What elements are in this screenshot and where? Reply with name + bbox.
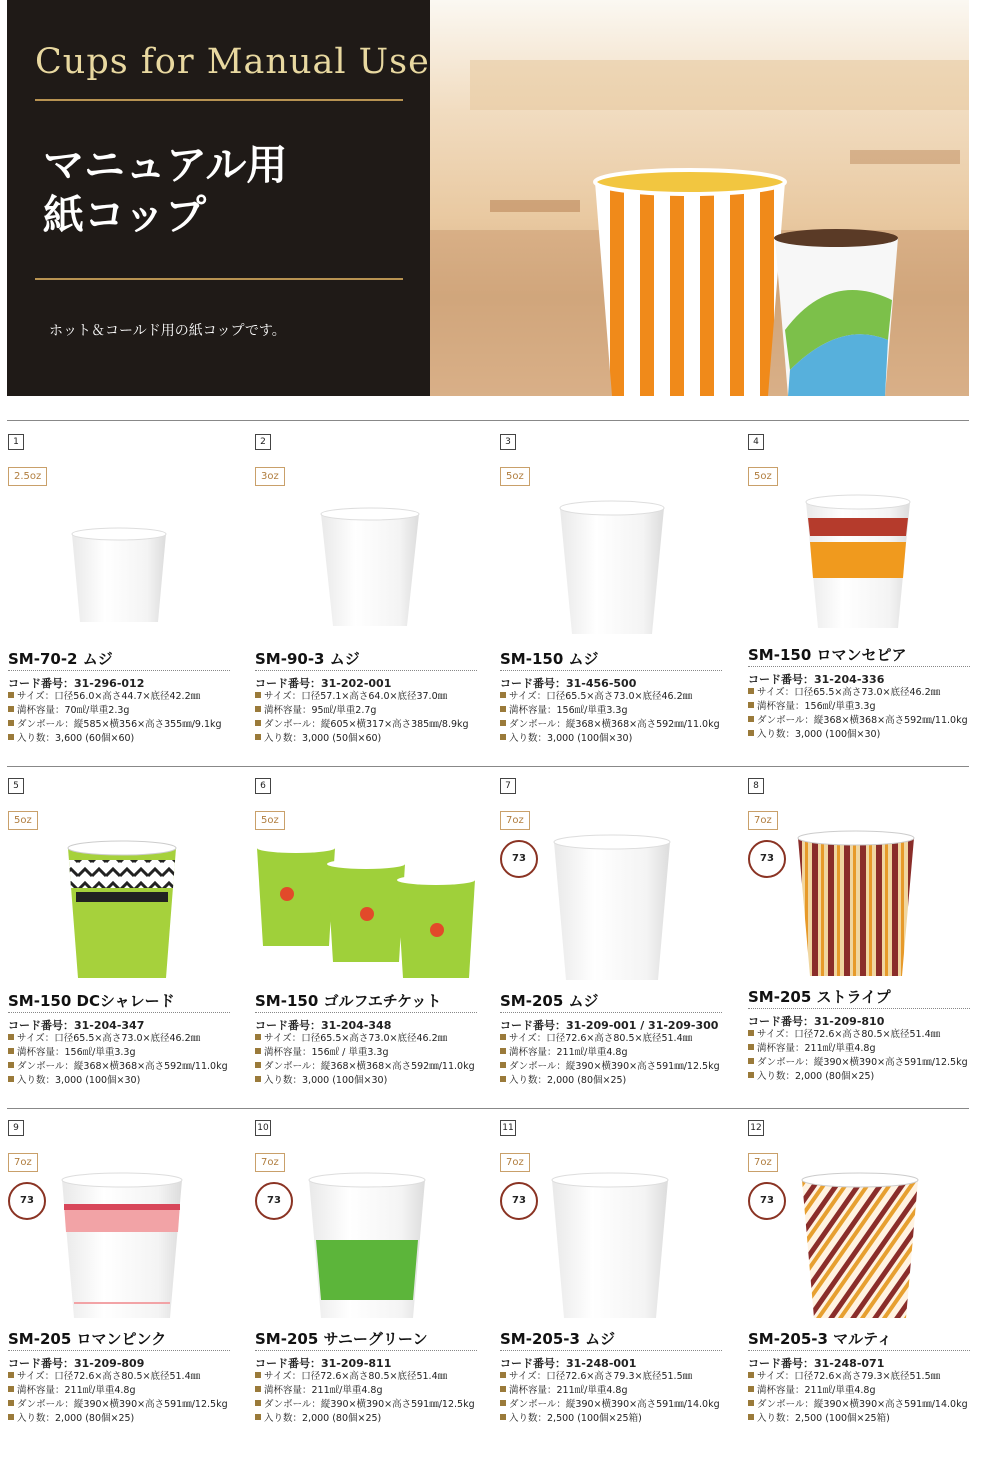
bullet-icon (255, 734, 261, 740)
bullet-icon (8, 1414, 14, 1420)
dotted-divider (8, 1012, 230, 1013)
section-rule (7, 1108, 969, 1109)
product-code: コード番号：31-248-071 (748, 1357, 885, 1370)
bullet-icon (748, 1044, 754, 1050)
product-code: コード番号：31-204-347 (8, 1019, 145, 1032)
product-code: コード番号：31-209-810 (748, 1015, 885, 1028)
spec-size-text: サイズ：口径72.6×高さ79.3×底径51.5㎜ (757, 1371, 941, 1382)
product-code: コード番号：31-204-348 (255, 1019, 392, 1032)
spec-qty-text: 入り数：2,000 (80個×25) (17, 1413, 135, 1424)
spec-box-text: ダンボール：縦368×横368×高さ592㎜/11.0kg (509, 719, 720, 730)
capacity-badge: 7oz (748, 811, 778, 830)
bullet-icon (8, 734, 14, 740)
item-number: 6 (255, 778, 271, 794)
spec-size-text: サイズ：口径72.6×高さ79.3×底径51.5㎜ (509, 1371, 693, 1382)
spec-box (255, 1398, 475, 1412)
item-number: 8 (748, 778, 764, 794)
divider (35, 99, 403, 101)
spec-capacity (748, 1042, 968, 1056)
bullet-icon (8, 1372, 14, 1378)
cup-image (796, 828, 916, 980)
spec-box-text: ダンボール：縦390×横390×高さ591㎜/12.5kg (17, 1399, 228, 1410)
spec-capacity-text: 満杯容量：211㎖/単重4.8g (757, 1385, 876, 1396)
bullet-icon (500, 1062, 506, 1068)
bullet-icon (255, 692, 261, 698)
product-card (255, 1120, 495, 1450)
spec-capacity (8, 1046, 228, 1060)
spec-size-text: サイズ：口径65.5×高さ73.0×底径46.2㎜ (509, 691, 693, 702)
spec-size (8, 1370, 228, 1384)
spec-qty (255, 1412, 475, 1426)
product-card (8, 778, 248, 1108)
bullet-icon (500, 1372, 506, 1378)
item-number: 2 (255, 434, 271, 450)
spec-size (8, 690, 222, 704)
divider (35, 278, 403, 280)
size-73-badge: 73 (748, 840, 786, 878)
cafe-cups-illustration (430, 0, 969, 396)
spec-qty (8, 1412, 228, 1426)
item-number: 4 (748, 434, 764, 450)
bullet-icon (500, 1034, 506, 1040)
spec-box (255, 1060, 475, 1074)
dotted-divider (255, 1350, 477, 1351)
bullet-icon (748, 702, 754, 708)
cup-image (64, 522, 174, 628)
spec-box-text: ダンボール：縦390×横390×高さ591㎜/14.0kg (509, 1399, 720, 1410)
spec-size (8, 1032, 228, 1046)
spec-box (500, 1060, 720, 1074)
bullet-icon (255, 1414, 261, 1420)
spec-capacity (8, 1384, 228, 1398)
cup-image (307, 1170, 427, 1322)
title-jp-line2: 紙コップ (43, 191, 207, 239)
product-name: SM-205-3 ムジ (500, 1330, 616, 1348)
spec-qty (748, 1070, 968, 1084)
bullet-icon (748, 1400, 754, 1406)
spec-capacity (748, 700, 968, 714)
bullet-icon (8, 1076, 14, 1082)
spec-capacity-text: 満杯容量：211㎖/単重4.8g (17, 1385, 136, 1396)
spec-box-text: ダンボール：縦390×横390×高さ591㎜/12.5kg (757, 1057, 968, 1068)
bullet-icon (748, 730, 754, 736)
product-card (8, 434, 248, 764)
spec-capacity-text: 満杯容量：211㎖/単重4.8g (264, 1385, 383, 1396)
subtitle: ホット＆コールド用の紙コップです。 (49, 323, 286, 339)
spec-size-text: サイズ：口径57.1×高さ64.0×底径37.0㎜ (264, 691, 448, 702)
cup-image (550, 1170, 670, 1322)
item-number: 7 (500, 778, 516, 794)
item-number: 10 (255, 1120, 271, 1136)
spec-qty-text: 入り数：3,600 (60個×60) (17, 733, 135, 744)
bullet-icon (500, 706, 506, 712)
spec-capacity (255, 1384, 475, 1398)
spec-size (255, 690, 469, 704)
spec-capacity-text: 満杯容量：211㎖/単重4.8g (509, 1385, 628, 1396)
spec-box (500, 718, 720, 732)
capacity-badge: 7oz (500, 811, 530, 830)
spec-capacity-text: 満杯容量：211㎖/単重4.8g (757, 1043, 876, 1054)
spec-list (748, 1028, 968, 1084)
spec-qty-text: 入り数：2,000 (80個×25) (757, 1071, 875, 1082)
bullet-icon (255, 720, 261, 726)
capacity-badge: 5oz (8, 811, 38, 830)
capacity-badge: 5oz (255, 811, 285, 830)
spec-qty-text: 入り数：2,000 (80個×25) (509, 1075, 627, 1086)
spec-list (8, 1370, 228, 1426)
spec-list (8, 1032, 228, 1088)
product-name: SM-150 ムジ (500, 650, 599, 668)
spec-qty (255, 732, 469, 746)
cup-image (257, 834, 475, 984)
spec-box-text: ダンボール：縦585×横356×高さ355㎜/9.1kg (17, 719, 222, 730)
bullet-icon (255, 1386, 261, 1392)
bullet-icon (748, 1030, 754, 1036)
bullet-icon (255, 1034, 261, 1040)
bullet-icon (748, 1386, 754, 1392)
item-number: 11 (500, 1120, 516, 1136)
dotted-divider (255, 670, 477, 671)
spec-box-text: ダンボール：縦390×横390×高さ591㎜/12.5kg (264, 1399, 475, 1410)
spec-qty-text: 入り数：3,000 (100個×30) (264, 1075, 388, 1086)
product-card (500, 434, 740, 764)
product-card (500, 1120, 740, 1450)
bullet-icon (255, 1076, 261, 1082)
spec-box (748, 714, 968, 728)
item-number: 5 (8, 778, 24, 794)
bullet-icon (748, 716, 754, 722)
item-number: 12 (748, 1120, 764, 1136)
dotted-divider (8, 1350, 230, 1351)
bullet-icon (8, 1386, 14, 1392)
hero-banner (7, 0, 969, 396)
spec-size (500, 1370, 720, 1384)
spec-qty (255, 1074, 475, 1088)
section-rule (7, 420, 969, 421)
spec-capacity-text: 満杯容量：156㎖/単重3.3g (509, 705, 628, 716)
bullet-icon (255, 1400, 261, 1406)
spec-size (748, 1370, 968, 1384)
spec-capacity (500, 704, 720, 718)
spec-list (500, 1370, 720, 1426)
spec-qty-text: 入り数：3,000 (50個×60) (264, 733, 382, 744)
dotted-divider (748, 1350, 970, 1351)
hero-photo (430, 0, 969, 396)
spec-size (500, 690, 720, 704)
bullet-icon (255, 1062, 261, 1068)
dotted-divider (500, 670, 722, 671)
spec-size-text: サイズ：口径72.6×高さ80.5×底径51.4㎜ (509, 1033, 693, 1044)
spec-qty-text: 入り数：3,000 (100個×30) (17, 1075, 141, 1086)
section-rule (7, 766, 969, 767)
capacity-badge: 5oz (748, 467, 778, 486)
spec-size-text: サイズ：口径56.0×高さ44.7×底径42.2㎜ (17, 691, 201, 702)
bullet-icon (500, 1414, 506, 1420)
spec-qty (8, 1074, 228, 1088)
spec-qty (500, 1074, 720, 1088)
size-73-badge: 73 (8, 1182, 46, 1220)
spec-list (255, 1370, 475, 1426)
bullet-icon (8, 692, 14, 698)
product-code: コード番号：31-248-001 (500, 1357, 637, 1370)
capacity-badge: 7oz (500, 1153, 530, 1172)
dotted-divider (748, 666, 970, 667)
spec-qty-text: 入り数：2,500 (100個×25箱) (757, 1413, 890, 1424)
spec-capacity-text: 満杯容量：156㎖/単重3.3g (17, 1047, 136, 1058)
spec-qty-text: 入り数：3,000 (100個×30) (757, 729, 881, 740)
spec-box (8, 718, 222, 732)
bullet-icon (8, 1048, 14, 1054)
dotted-divider (500, 1350, 722, 1351)
product-card (748, 1120, 988, 1450)
capacity-badge: 7oz (748, 1153, 778, 1172)
spec-box-text: ダンボール：縦368×横368×高さ592㎜/11.0kg (17, 1061, 228, 1072)
spec-size-text: サイズ：口径72.6×高さ80.5×底径51.4㎜ (757, 1029, 941, 1040)
dotted-divider (8, 670, 230, 671)
spec-qty (500, 732, 720, 746)
spec-list (255, 1032, 475, 1088)
size-73-badge: 73 (748, 1182, 786, 1220)
spec-list (748, 1370, 968, 1426)
spec-size-text: サイズ：口径72.6×高さ80.5×底径51.4㎜ (17, 1371, 201, 1382)
bullet-icon (500, 734, 506, 740)
spec-box (500, 1398, 720, 1412)
wave-cup (774, 229, 898, 396)
bullet-icon (8, 720, 14, 726)
hero-title-panel (7, 0, 430, 396)
cup-image (315, 504, 425, 630)
bullet-icon (500, 692, 506, 698)
spec-capacity-text: 満杯容量：156㎖ / 単重3.3g (264, 1047, 389, 1058)
dotted-divider (255, 1012, 477, 1013)
spec-list (255, 690, 469, 746)
cup-image (556, 498, 668, 638)
spec-list (8, 690, 222, 746)
bullet-icon (748, 1372, 754, 1378)
dotted-divider (748, 1008, 970, 1009)
spec-list (500, 1032, 720, 1088)
spec-qty-text: 入り数：2,000 (80個×25) (264, 1413, 382, 1424)
spec-qty-text: 入り数：2,500 (100個×25箱) (509, 1413, 642, 1424)
product-code: コード番号：31-456-500 (500, 677, 637, 690)
spec-list (748, 686, 968, 742)
bullet-icon (500, 720, 506, 726)
product-name: SM-90-3 ムジ (255, 650, 360, 668)
cup-image (552, 832, 672, 984)
spec-size (748, 1028, 968, 1042)
spec-size (748, 686, 968, 700)
capacity-badge: 3oz (255, 467, 285, 486)
product-name: SM-150 ゴルフエチケット (255, 992, 442, 1010)
spec-size (500, 1032, 720, 1046)
striped-cup (595, 170, 785, 396)
spec-qty-text: 入り数：3,000 (100個×30) (509, 733, 633, 744)
spec-box (748, 1056, 968, 1070)
product-name: SM-205 ロマンピンク (8, 1330, 167, 1348)
bullet-icon (500, 1400, 506, 1406)
spec-size (255, 1032, 475, 1046)
size-73-badge: 73 (255, 1182, 293, 1220)
bullet-icon (8, 1062, 14, 1068)
dotted-divider (500, 1012, 722, 1013)
bullet-icon (748, 688, 754, 694)
title-en: Cups for Manual Use (35, 42, 430, 82)
product-code: コード番号：31-296-012 (8, 677, 145, 690)
spec-qty (748, 1412, 968, 1426)
bullet-icon (255, 706, 261, 712)
spec-box-text: ダンボール：縦368×横368×高さ592㎜/11.0kg (264, 1061, 475, 1072)
spec-capacity-text: 満杯容量：70㎖/単重2.3g (17, 705, 130, 716)
spec-box-text: ダンボール：縦368×横368×高さ592㎜/11.0kg (757, 715, 968, 726)
size-73-badge: 73 (500, 840, 538, 878)
product-card (8, 1120, 248, 1450)
spec-capacity (748, 1384, 968, 1398)
spec-size-text: サイズ：口径65.5×高さ73.0×底径46.2㎜ (757, 687, 941, 698)
title-jp-line1: マニュアル用 (43, 141, 288, 189)
product-name: SM-70-2 ムジ (8, 650, 113, 668)
product-name: SM-205 ムジ (500, 992, 599, 1010)
spec-list (500, 690, 720, 746)
capacity-badge: 2.5oz (8, 467, 47, 486)
item-number: 1 (8, 434, 24, 450)
bullet-icon (500, 1048, 506, 1054)
product-card (255, 778, 495, 1108)
spec-capacity (255, 1046, 475, 1060)
spec-size-text: サイズ：口径65.5×高さ73.0×底径46.2㎜ (264, 1033, 448, 1044)
bullet-icon (500, 1076, 506, 1082)
cup-image (802, 492, 914, 634)
product-code: コード番号：31-209-811 (255, 1357, 392, 1370)
bullet-icon (748, 1414, 754, 1420)
item-number: 9 (8, 1120, 24, 1136)
product-code: コード番号：31-204-336 (748, 673, 885, 686)
size-73-badge: 73 (500, 1182, 538, 1220)
bullet-icon (8, 706, 14, 712)
spec-box-text: ダンボール：縦605×横317×高さ385㎜/8.9kg (264, 719, 469, 730)
title-jp (43, 140, 287, 240)
product-name: SM-150 ロマンセピア (748, 646, 907, 664)
spec-capacity-text: 満杯容量：95㎖/単重2.7g (264, 705, 377, 716)
product-name: SM-205 サニーグリーン (255, 1330, 428, 1348)
spec-box (8, 1060, 228, 1074)
bullet-icon (255, 1048, 261, 1054)
capacity-badge: 7oz (255, 1153, 285, 1172)
product-name: SM-205-3 マルティ (748, 1330, 892, 1348)
item-number: 3 (500, 434, 516, 450)
spec-capacity (255, 704, 469, 718)
spec-capacity (8, 704, 222, 718)
product-name: SM-150 DCシャレード (8, 992, 175, 1010)
spec-capacity-text: 満杯容量：156㎖/単重3.3g (757, 701, 876, 712)
spec-capacity-text: 満杯容量：211㎖/単重4.8g (509, 1047, 628, 1058)
spec-box (8, 1398, 228, 1412)
product-name: SM-205 ストライプ (748, 988, 891, 1006)
bullet-icon (8, 1400, 14, 1406)
spec-qty (8, 732, 222, 746)
product-card (500, 778, 740, 1108)
spec-capacity (500, 1046, 720, 1060)
cup-image (800, 1170, 920, 1322)
product-card (748, 778, 988, 1108)
spec-box (255, 718, 469, 732)
product-card (748, 434, 988, 764)
product-code: コード番号：31-209-809 (8, 1357, 145, 1370)
bullet-icon (748, 1058, 754, 1064)
spec-box-text: ダンボール：縦390×横390×高さ591㎜/12.5kg (509, 1061, 720, 1072)
product-code: コード番号：31-202-001 (255, 677, 392, 690)
capacity-badge: 7oz (8, 1153, 38, 1172)
cup-image (64, 838, 180, 984)
spec-box-text: ダンボール：縦390×横390×高さ591㎜/14.0kg (757, 1399, 968, 1410)
bullet-icon (748, 1072, 754, 1078)
bullet-icon (8, 1034, 14, 1040)
product-card (255, 434, 495, 764)
spec-size-text: サイズ：口径72.6×高さ80.5×底径51.4㎜ (264, 1371, 448, 1382)
spec-size-text: サイズ：口径65.5×高さ73.0×底径46.2㎜ (17, 1033, 201, 1044)
product-code: コード番号：31-209-001 / 31-209-300 (500, 1019, 719, 1032)
spec-capacity (500, 1384, 720, 1398)
spec-qty (500, 1412, 720, 1426)
bullet-icon (500, 1386, 506, 1392)
spec-size (255, 1370, 475, 1384)
capacity-badge: 5oz (500, 467, 530, 486)
bullet-icon (255, 1372, 261, 1378)
cup-image (60, 1170, 184, 1322)
spec-box (748, 1398, 968, 1412)
spec-qty (748, 728, 968, 742)
